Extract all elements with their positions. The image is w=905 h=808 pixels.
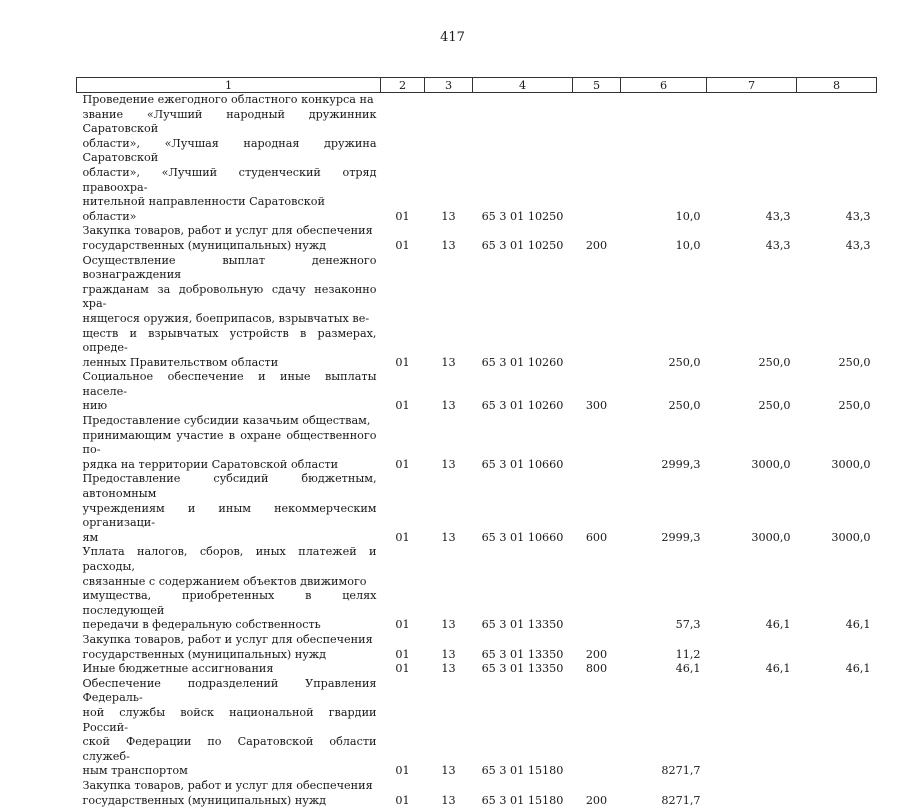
expense-name <box>77 472 381 545</box>
expense-name-line: Осуществление выплат денежного вознаграждения <box>83 254 377 283</box>
amount-col8: 46,1 <box>797 545 877 633</box>
expense-name-line: гражданам за добровольную сдачу незаконно хра- <box>83 283 377 312</box>
amount-col7: 3000,0 <box>707 414 797 472</box>
header-row <box>77 78 877 93</box>
section-code: 01 <box>381 414 425 472</box>
expense-name-line: ленных Правительством области <box>83 356 377 371</box>
amount-col7 <box>707 779 797 808</box>
amount-col8 <box>797 779 877 808</box>
amount-col8: 3000,0 <box>797 414 877 472</box>
table-row <box>77 662 877 677</box>
expense-name-line: передачи в федеральную собственность <box>83 618 377 633</box>
expense-type-code: 200 <box>573 633 621 662</box>
col-header: 6 <box>621 78 707 93</box>
section-code: 01 <box>381 779 425 808</box>
expense-name <box>77 677 381 779</box>
expense-name-line: Обеспечение подразделений Управления Федераль- <box>83 677 377 706</box>
section-code: 01 <box>381 633 425 662</box>
expense-name-line: нительной направленности Саратовской области» <box>83 195 377 224</box>
col-header: 2 <box>381 78 425 93</box>
section-code: 01 <box>381 254 425 371</box>
amount-col7: 46,1 <box>707 662 797 677</box>
amount-col7: 3000,0 <box>707 472 797 545</box>
amount-col8: 43,3 <box>797 93 877 225</box>
subsection-code: 13 <box>425 472 473 545</box>
expense-name-line: ной службы войск национальной гвардии Россий- <box>83 706 377 735</box>
expense-name-line: государственных (муниципальных) нужд <box>83 239 377 254</box>
expense-name-line: Проведение ежегодного областного конкурса на <box>83 93 377 108</box>
expense-name <box>77 254 381 371</box>
subsection-code: 13 <box>425 224 473 253</box>
amount-col8: 3000,0 <box>797 472 877 545</box>
amount-col6: 8271,7 <box>621 677 707 779</box>
expense-name-line: области», «Лучшая народная дружина Саратовской <box>83 137 377 166</box>
subsection-code: 13 <box>425 545 473 633</box>
expense-type-code <box>573 677 621 779</box>
expense-name-line: Социальное обеспечение и иные выплаты населе- <box>83 370 377 399</box>
target-code: 65 3 01 13350 <box>473 633 573 662</box>
page-number: 417 <box>0 30 905 45</box>
target-code: 65 3 01 10260 <box>473 370 573 414</box>
section-code: 01 <box>381 545 425 633</box>
section-code: 01 <box>381 224 425 253</box>
amount-col6: 46,1 <box>621 662 707 677</box>
amount-col6: 2999,3 <box>621 414 707 472</box>
expense-name-line: Предоставление субсидий бюджетным, автономным <box>83 472 377 501</box>
expense-type-code <box>573 545 621 633</box>
expense-name-line: ской Федерации по Саратовской области служеб- <box>83 735 377 764</box>
col-header: 5 <box>573 78 621 93</box>
amount-col7 <box>707 633 797 662</box>
expense-name-line: Закупка товаров, работ и услуг для обеспечения <box>83 224 377 239</box>
expense-type-code: 200 <box>573 224 621 253</box>
amount-col8: 43,3 <box>797 224 877 253</box>
target-code: 65 3 01 10260 <box>473 254 573 371</box>
amount-col7 <box>707 677 797 779</box>
amount-col7: 250,0 <box>707 370 797 414</box>
section-code: 01 <box>381 677 425 779</box>
section-code: 01 <box>381 93 425 225</box>
expense-name-line: звание «Лучший народный дружинник Саратовской <box>83 108 377 137</box>
target-code: 65 3 01 10250 <box>473 224 573 253</box>
subsection-code: 13 <box>425 662 473 677</box>
amount-col8 <box>797 633 877 662</box>
subsection-code: 13 <box>425 370 473 414</box>
expense-name-line: государственных (муниципальных) нужд <box>83 648 377 663</box>
section-code: 01 <box>381 662 425 677</box>
table-row <box>77 414 877 472</box>
subsection-code: 13 <box>425 677 473 779</box>
expense-type-code <box>573 254 621 371</box>
section-code: 01 <box>381 472 425 545</box>
expense-name-line: Уплата налогов, сборов, иных платежей и расходы, <box>83 545 377 574</box>
expense-name-line: нию <box>83 399 377 414</box>
target-code: 65 3 01 15180 <box>473 779 573 808</box>
amount-col6: 10,0 <box>621 93 707 225</box>
expense-type-code: 600 <box>573 472 621 545</box>
amount-col6: 250,0 <box>621 370 707 414</box>
target-code: 65 3 01 10250 <box>473 93 573 225</box>
amount-col8 <box>797 677 877 779</box>
section-code: 01 <box>381 370 425 414</box>
amount-col7: 250,0 <box>707 254 797 371</box>
target-code: 65 3 01 15180 <box>473 677 573 779</box>
expense-name <box>77 414 381 472</box>
expense-name-line: принимающим участие в охране общественного по- <box>83 429 377 458</box>
target-code: 65 3 01 13350 <box>473 662 573 677</box>
expense-name-line: Закупка товаров, работ и услуг для обеспечения <box>83 633 377 648</box>
target-code: 65 3 01 10660 <box>473 472 573 545</box>
expense-name-line: Иные бюджетные ассигнования <box>83 662 377 677</box>
expense-name-line: учреждениям и иным некоммерческим организаци- <box>83 502 377 531</box>
expense-name-line: ным транспортом <box>83 764 377 779</box>
expense-name-line: нящегося оружия, боеприпасов, взрывчатых ве- <box>83 312 377 327</box>
col-header: 8 <box>797 78 877 93</box>
expense-type-code <box>573 93 621 225</box>
subsection-code: 13 <box>425 93 473 225</box>
expense-name <box>77 779 381 808</box>
amount-col6: 250,0 <box>621 254 707 371</box>
expense-name <box>77 224 381 253</box>
amount-col6: 10,0 <box>621 224 707 253</box>
subsection-code: 13 <box>425 633 473 662</box>
table-row <box>77 224 877 253</box>
target-code: 65 3 01 10660 <box>473 414 573 472</box>
table-row <box>77 370 877 414</box>
budget-table <box>76 77 877 808</box>
subsection-code: 13 <box>425 254 473 371</box>
expense-name-line: ществ и взрывчатых устройств в размерах, опреде- <box>83 327 377 356</box>
table-row <box>77 93 877 225</box>
amount-col6: 8271,7 <box>621 779 707 808</box>
table-body <box>77 93 877 808</box>
expense-name-line: связанные с содержанием объектов движимого <box>83 575 377 590</box>
amount-col6: 57,3 <box>621 545 707 633</box>
expense-name-line: рядка на территории Саратовской области <box>83 458 377 473</box>
target-code: 65 3 01 13350 <box>473 545 573 633</box>
table-row <box>77 472 877 545</box>
expense-name-line: ям <box>83 531 377 546</box>
table-row <box>77 545 877 633</box>
expense-name <box>77 545 381 633</box>
expense-name <box>77 633 381 662</box>
amount-col8: 250,0 <box>797 370 877 414</box>
expense-name-line: области», «Лучший студенческий отряд правоохра- <box>83 166 377 195</box>
col-header: 3 <box>425 78 473 93</box>
amount-col8: 46,1 <box>797 662 877 677</box>
expense-name <box>77 93 381 225</box>
amount-col7: 43,3 <box>707 224 797 253</box>
col-header: 1 <box>77 78 381 93</box>
table-row <box>77 633 877 662</box>
amount-col7: 43,3 <box>707 93 797 225</box>
table-row <box>77 677 877 779</box>
col-header: 7 <box>707 78 797 93</box>
expense-type-code: 800 <box>573 662 621 677</box>
subsection-code: 13 <box>425 414 473 472</box>
table-row <box>77 779 877 808</box>
expense-type-code: 300 <box>573 370 621 414</box>
subsection-code: 13 <box>425 779 473 808</box>
amount-col6: 2999,3 <box>621 472 707 545</box>
expense-name <box>77 370 381 414</box>
col-header: 4 <box>473 78 573 93</box>
amount-col6: 11,2 <box>621 633 707 662</box>
expense-name-line: Закупка товаров, работ и услуг для обеспечения <box>83 779 377 794</box>
expense-name-line: Предоставление субсидии казачьим обществам, <box>83 414 377 429</box>
expense-type-code <box>573 414 621 472</box>
expense-type-code: 200 <box>573 779 621 808</box>
expense-name <box>77 662 381 677</box>
table-row <box>77 254 877 371</box>
amount-col7: 46,1 <box>707 545 797 633</box>
amount-col8: 250,0 <box>797 254 877 371</box>
expense-name-line: государственных (муниципальных) нужд <box>83 794 377 808</box>
expense-name-line: имущества, приобретенных в целях последующей <box>83 589 377 618</box>
